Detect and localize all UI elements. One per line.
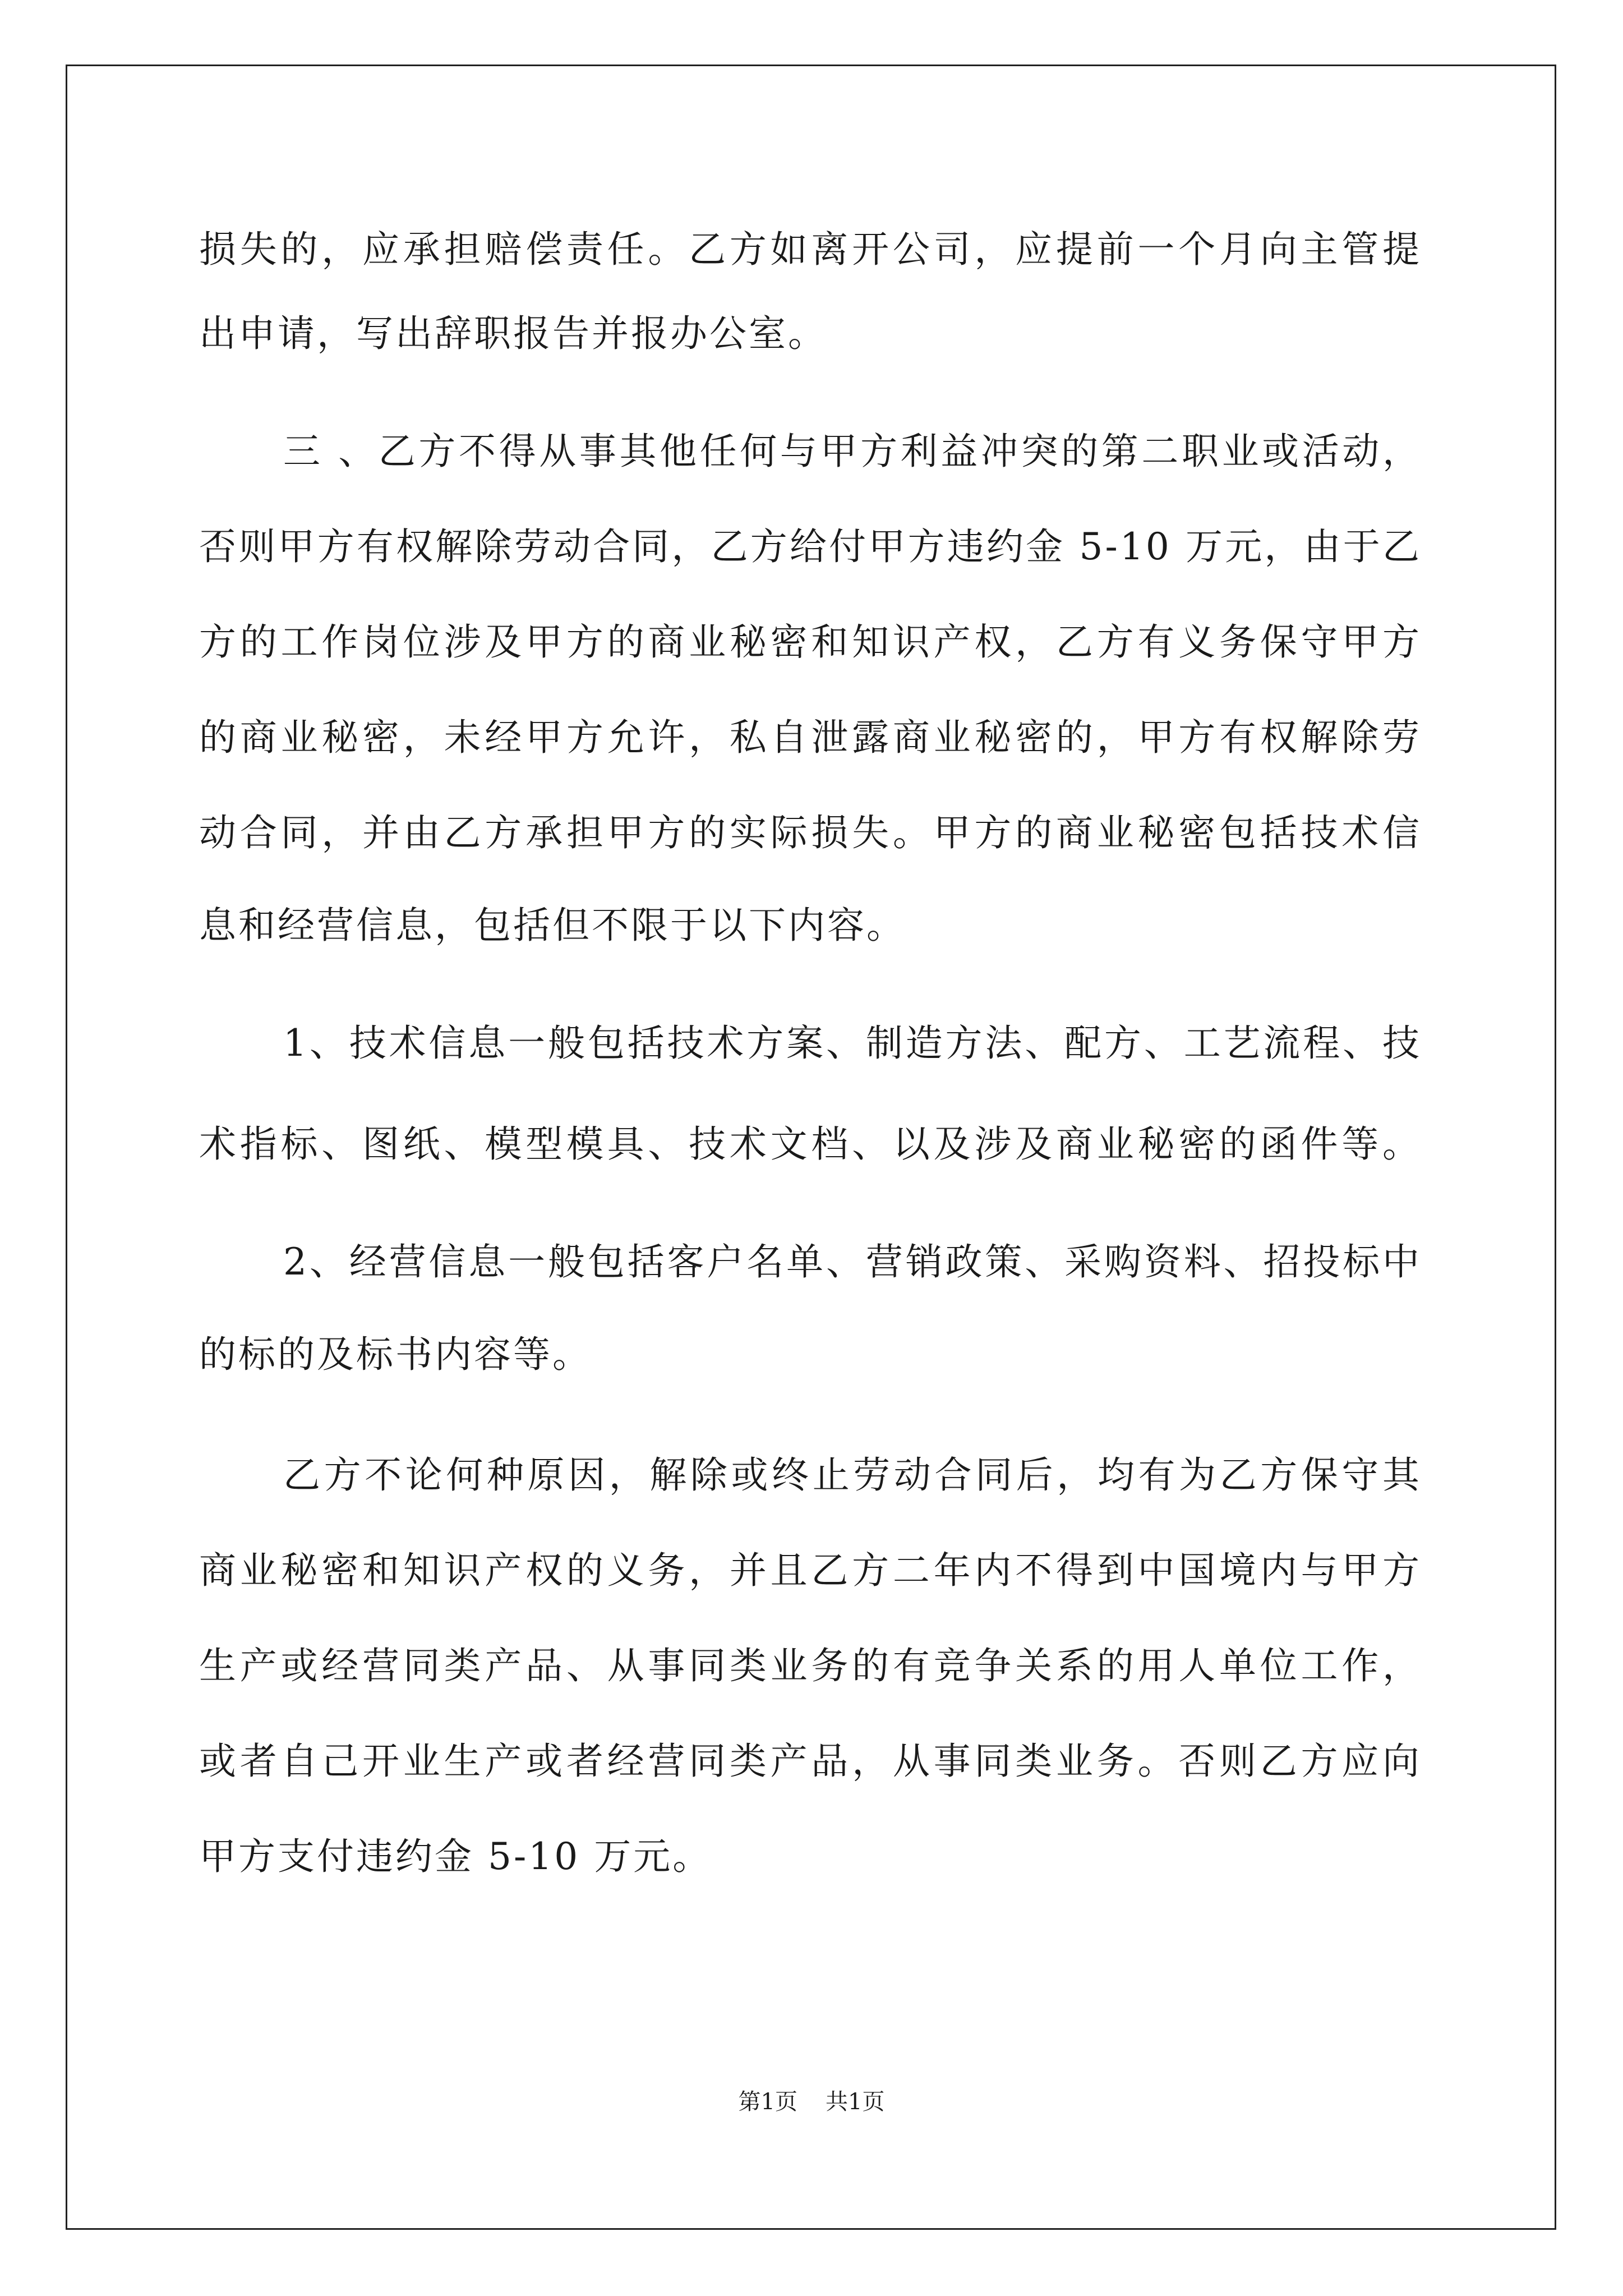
- body-line: 商业秘密和知识产权的义务，并且乙方二年内不得到中国境内与甲方: [199, 1549, 1422, 1592]
- body-line: 2、经营信息一般包括客户名单、营销政策、采购资料、招投标中: [283, 1240, 1422, 1283]
- body-line: 息和经营信息，包括但不限于以下内容。: [199, 904, 906, 947]
- body-line: 方的工作岗位涉及甲方的商业秘密和知识产权，乙方有义务保守甲方: [199, 620, 1422, 664]
- page-total: 共1页: [826, 2089, 885, 2115]
- body-line: 的标的及标书内容等。: [199, 1333, 592, 1376]
- body-line: 甲方支付违约金 5-10 万元。: [199, 1835, 712, 1878]
- body-line: 否则甲方有权解除劳动合同，乙方给付甲方违约金 5-10 万元，由于乙: [199, 525, 1422, 568]
- body-line: 三 、乙方不得从事其他任何与甲方利益冲突的第二职业或活动，: [283, 430, 1422, 473]
- body-line: 的商业秘密，未经甲方允许，私自泄露商业秘密的，甲方有权解除劳: [199, 716, 1422, 759]
- body-line: 术指标、图纸、模型模具、技术文档、以及涉及商业秘密的函件等。: [199, 1122, 1422, 1166]
- body-line: 生产或经营同类产品、从事同类业务的有竞争关系的用人单位工作，: [199, 1644, 1422, 1687]
- body-line: 损失的，应承担赔偿责任。乙方如离开公司，应提前一个月向主管提: [199, 228, 1422, 271]
- body-line: 动合同，并由乙方承担甲方的实际损失。甲方的商业秘密包括技术信: [199, 811, 1422, 854]
- body-line: 或者自己开业生产或者经营同类产品，从事同类业务。否则乙方应向: [199, 1740, 1422, 1783]
- body-line: 1、技术信息一般包括技术方案、制造方法、配方、工艺流程、技: [283, 1022, 1422, 1065]
- body-line: 乙方不论何种原因，解除或终止劳动合同后，均有为乙方保守其: [283, 1453, 1422, 1497]
- page-footer: [0, 2088, 1623, 2116]
- body-line: 出申请，写出辞职报告并报办公室。: [199, 312, 827, 355]
- page-number: 第1页: [738, 2089, 797, 2115]
